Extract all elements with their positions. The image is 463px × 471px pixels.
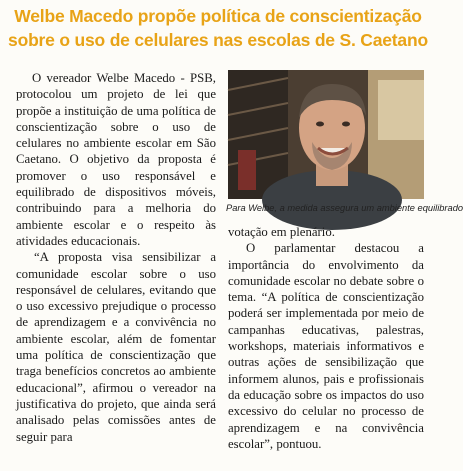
headline-line-2: sobre o uso de celulares nas escolas de S. Caetano [8, 30, 428, 50]
article-headline [4, 4, 432, 52]
article-column-left [16, 70, 216, 445]
portrait-photo [228, 70, 424, 199]
article-column-right [228, 224, 424, 452]
photo-caption: Para Welbe, a medida assegura um ambiente equilibrado [226, 203, 463, 213]
paragraph-2-continuation: votação em plenário. [228, 225, 335, 239]
paragraph-2: “A proposta visa sensibilizar a comunidade escolar sobre o uso responsável de celulares, evitando que o uso excessivo prejudique o processo de aprendizagem e a convivência no ambiente escolar, além de fomentar uma política de conscientização que traga benefícios concretos ao ambiente educacional”, afirmou o vereador na justificativa do projeto, que ainda será analisado pelas comissões antes de seguir para [16, 250, 216, 444]
paragraph-3: O parlamentar destacou a importância do envolvimento da comunidade escolar no debate sobre o tema. “A política de conscientização poderá ser implementada por meio de campanhas educativas, palestras, workshops, materiais informativos e outras ações de sensibilização que informem alunos, pais e profissionais da educação sobre os impactos do uso excessivo do celular no processo de aprendizagem e na convivência escolar”, pontuou. [228, 241, 424, 451]
headline-line-1: Welbe Macedo propõe política de conscientização [14, 6, 422, 26]
paragraph-1: O vereador Welbe Macedo - PSB, protocolou um projeto de lei que propõe a instituição de uma política de conscientização sobre o uso de celulares no ambiente escolar em São Caetano. O objetivo da proposta é promover o uso responsável e equilibrado de dispositivos móveis, contribuindo para a melhoria do ambiente escolar e o respeito às atividades educacionais. [16, 71, 216, 248]
article-photo [228, 70, 424, 199]
